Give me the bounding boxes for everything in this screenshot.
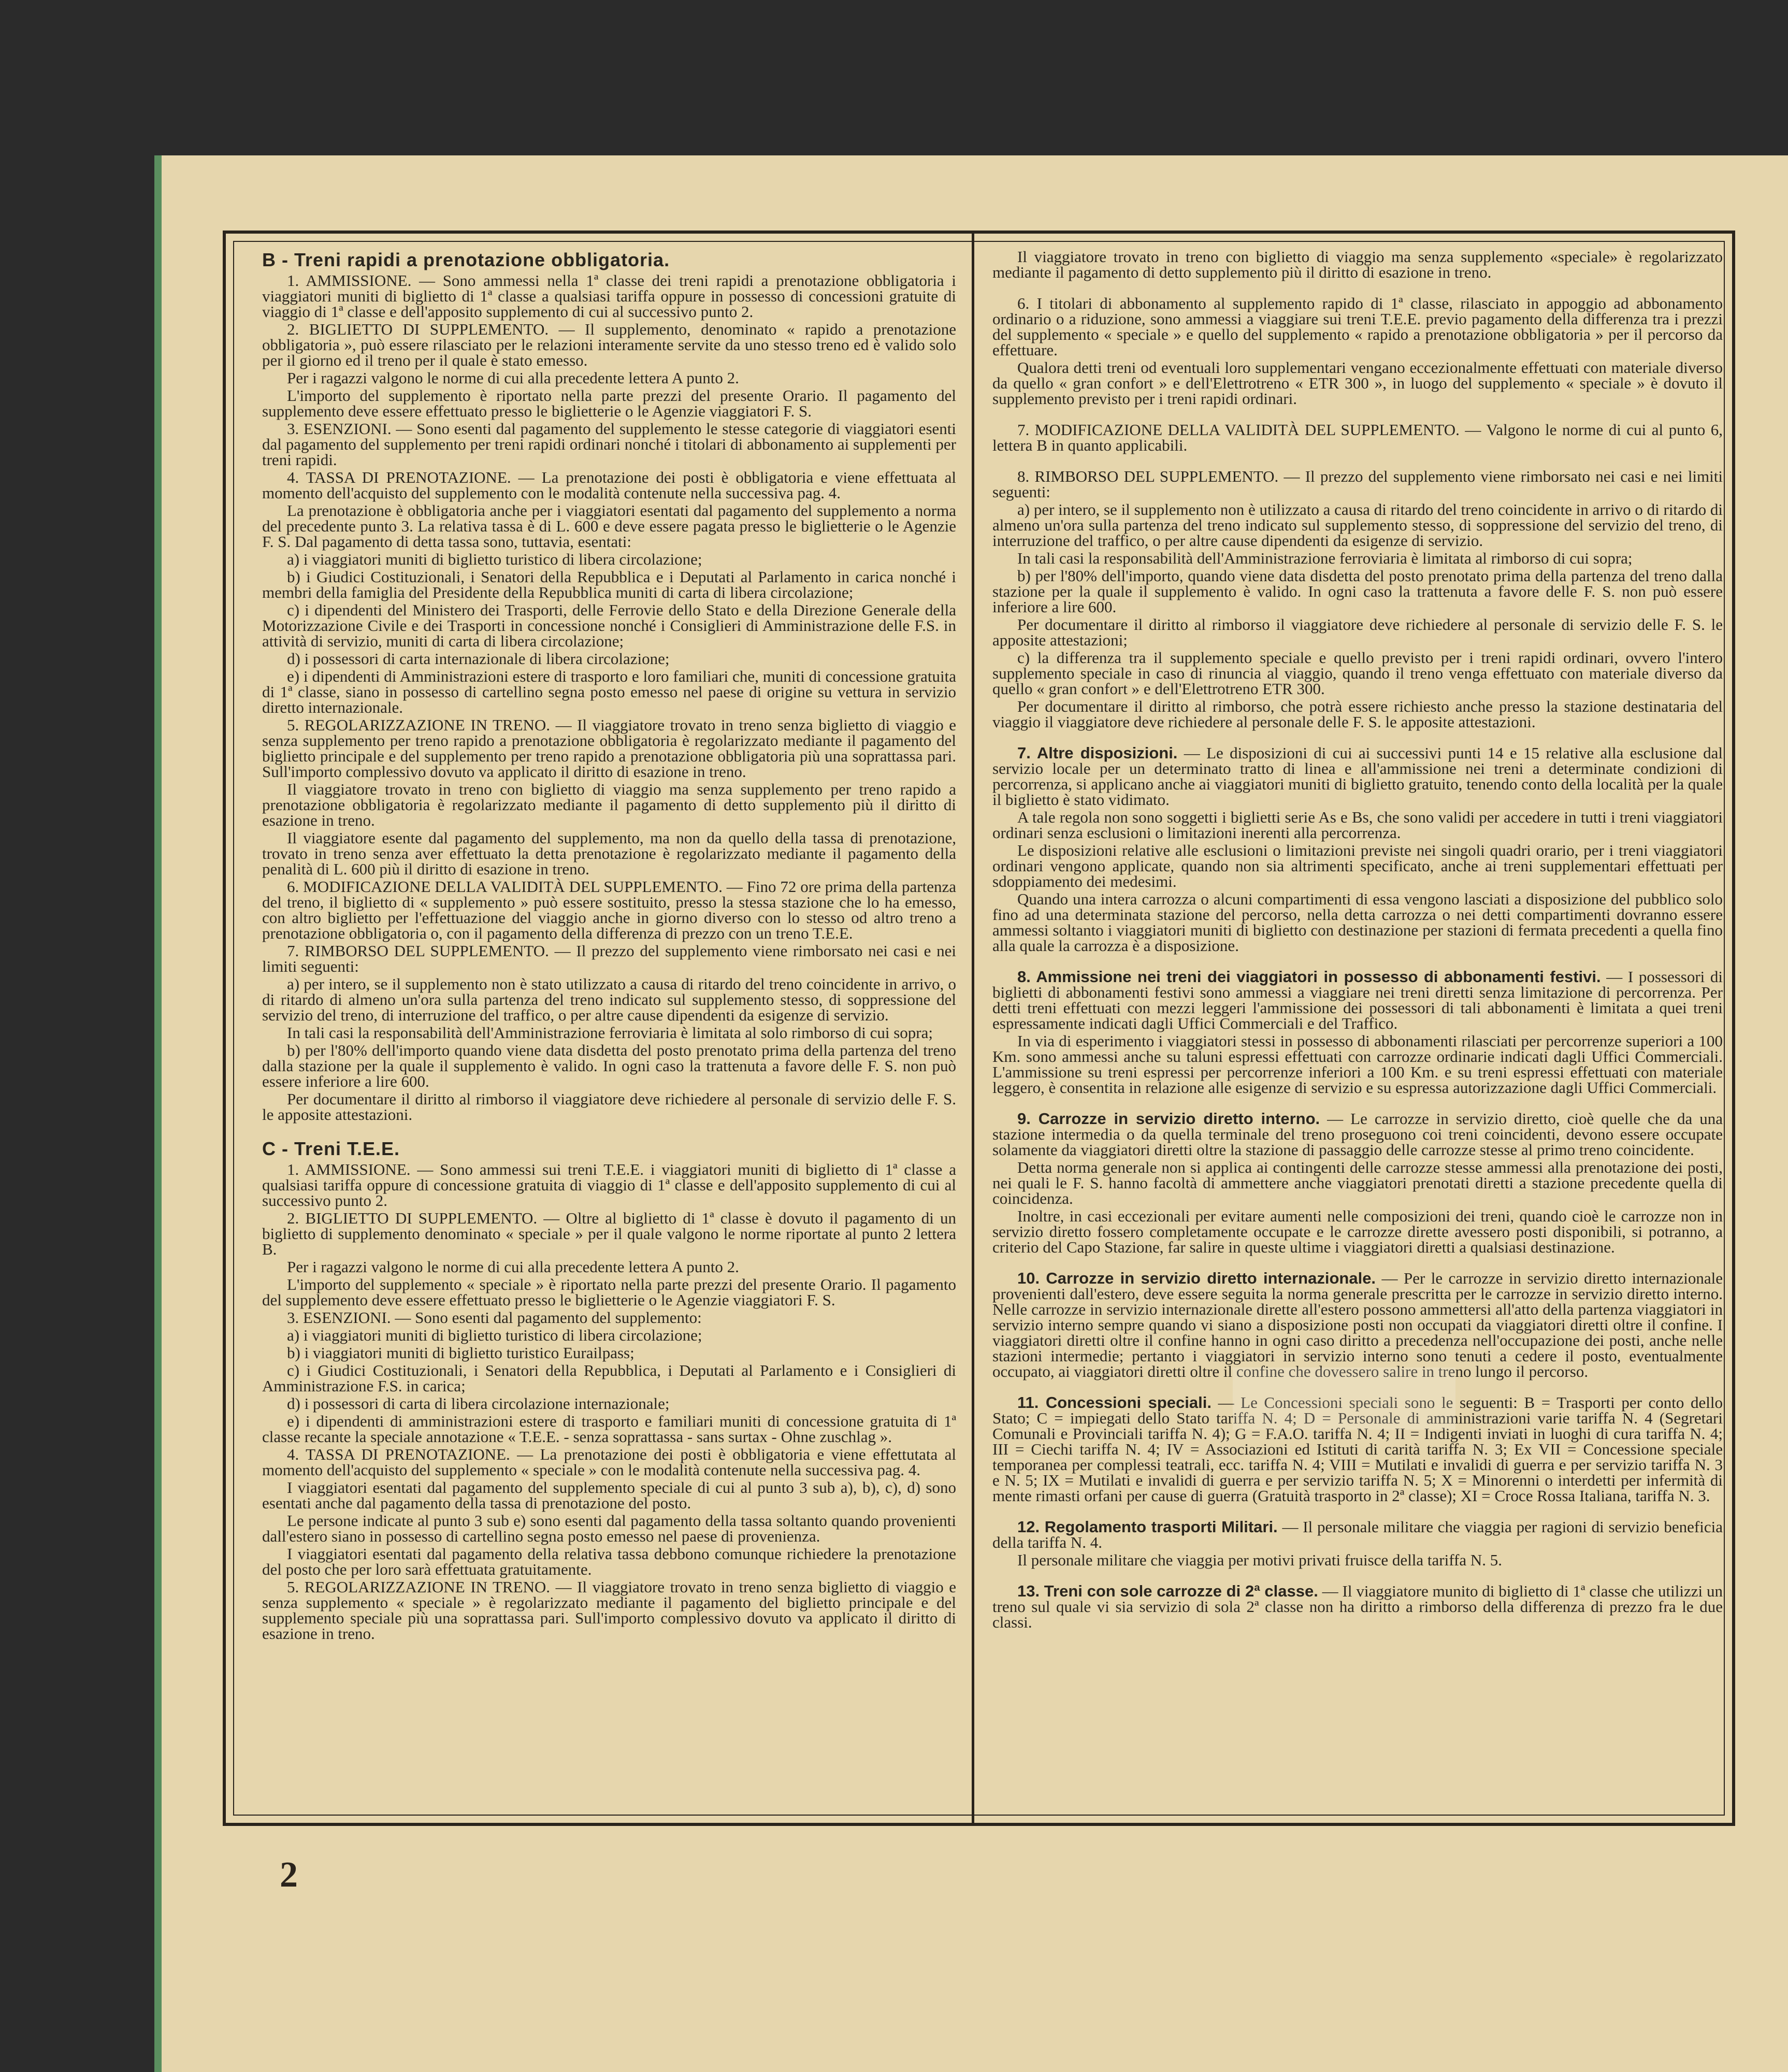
section-7: 7. Altre disposizioni. — Le disposizioni di cui ai successivi punti 14 e 15 relative alla esclusione dal servizio locale per un determinato tratto di linea e all'ammissione nei treni a determinate condizioni di percorrenza, si applicano anche ai viaggiatori muniti di biglietto gratuito, tenendo conto della località per la quale il biglietto è stato vidimato. (992, 744, 1723, 809)
paragraph: a) i viaggiatori muniti di biglietto turistico di libera circolazione; (287, 550, 702, 568)
paragraph: Le persone indicate al punto 3 sub e) sono esenti dal pagamento della tassa soltanto quando provenienti dall'estero siano in possesso di cartellino segna posto emesso nel paese di provenienza. (262, 1512, 956, 1545)
section-8-title: 8. Ammissione nei treni dei viaggiatori in possesso di abbonamenti festivi. (1017, 968, 1601, 986)
binding-strip (154, 155, 162, 2072)
paragraph: Per i ragazzi valgono le norme di cui alla precedente lettera A punto 2. (287, 369, 739, 387)
paragraph: 4. TASSA DI PRENOTAZIONE. — La prenotazione dei posti è obbligatoria e viene effettutata al momento dell'acquisto del supplemento « speciale » con le modalità contenute nella successiva pag. 4. (262, 1445, 956, 1479)
section-10-title: 10. Carrozze in servizio diretto internazionale. (1017, 1269, 1376, 1287)
section-7-title: 7. Altre disposizioni. (1017, 744, 1178, 762)
paragraph: 2. BIGLIETTO DI SUPPLEMENTO. — Oltre al biglietto di 1ª classe è dovuto il pagamento di un biglietto di supplemento denominato « speciale » per il quale valgono le norme riportate al punto 2 lettera B. (262, 1209, 956, 1258)
paragraph: 8. RIMBORSO DEL SUPPLEMENTO. — Il prezzo del supplemento viene rimborsato nei casi e nei limiti seguenti: (992, 467, 1723, 501)
paragraph: Il viaggiatore trovato in treno con biglietto di viaggio ma senza supplemento per treno rapido a prenotazione obbligatoria è regolarizzato mediante il pagamento di detto supplemento più il diritto di esazione in treno. (262, 780, 956, 829)
paragraph: In tali casi la responsabilità dell'Amministrazione ferroviaria è limitata al rimborso di cui sopra; (1017, 549, 1633, 567)
page-number: 2 (280, 1855, 298, 1895)
paragraph: Quando una intera carrozza o alcuni compartimenti di essa vengono lasciati a disposizione del pubblico solo fino ad una determinata stazione del percorso, nella detta carrozza o nei detti compartimenti dovranno essere ammessi soltanto i viaggiatori muniti di biglietto con destinazione per stazioni di fermata precedenti a quella fino alla quale la carrozza è a disposizione. (992, 890, 1723, 955)
paragraph: 5. REGOLARIZZAZIONE IN TRENO. — Il viaggiatore trovato in treno senza biglietto di viaggio e senza supplemento « speciale » è regolarizzato mediante il pagamento del biglietto principale e del supplemento speciale più una soprattassa pari. Sull'importo complessivo dovuto va applicato il diritto di esazione in treno. (262, 1578, 956, 1643)
paragraph: Per documentare il diritto al rimborso il viaggiatore deve richiedere al personale di servizio delle F. S. le apposite attestazioni; (992, 615, 1723, 649)
paragraph: 5. REGOLARIZZAZIONE IN TRENO. — Il viaggiatore trovato in treno senza biglietto di viaggio e senza supplemento per treno rapido a prenotazione obbligatoria è regolarizzato mediante il pagamento del biglietto principale e del supplemento per treno rapido a prenotazione obbligatoria più una soprattassa pari. Sull'importo complessivo dovuto va applicato il diritto di esazione in treno. (262, 716, 956, 781)
paragraph: 2. BIGLIETTO DI SUPPLEMENTO. — Il supplemento, denominato « rapido a prenotazione obbligatoria », può essere rilasciato per le relazioni interamente servite da uno stesso treno ed è valido solo per il giorno ed il treno per il quale è stato emesso. (262, 320, 956, 369)
section-11: 11. Concessioni speciali. — Le Concessioni speciali sono le seguenti: B = Trasporti per conto dello Stato; C = impiegati dello Stato tariffa N. 4; D = Personale di amministrazioni varie tariffa N. 4 (Segretari Comunali e Provinciali tariffa N. 4); G = F.A.O. tariffa N. 4; II = Indigenti inviati in luoghi di cura tariffa N. 4; III = Ciechi tariffa N. 4; IV = Associazioni ed Istituti di carità tariffa N. 3; Ex VII = Concessione speciale temporanea per complessi teatrali, ecc. tariffa N. 4; VIII = Mutilati e invalidi di guerra e per servizio tariffa N. 3 e N. 5; IX = Mutilati e invalidi di guerra e per servizio tariffa N. 5; X = Minorenni o interdetti per infermità di mente rimasti orfani per cause di guerra (Gratuità trasporto in 2ª classe); XI = Croce Rossa Italiana, tariffa N. 3. (992, 1393, 1723, 1505)
paragraph: Il viaggiatore trovato in treno con biglietto di viaggio ma senza supplemento «speciale» è regolarizzato mediante il pagamento di detto supplemento più il diritto di esazione in treno. (992, 249, 1723, 281)
section-13-title: 13. Treni con sole carrozze di 2ª classe. (1017, 1582, 1318, 1600)
paragraph: 3. ESENZIONI. — Sono esenti dal pagamento del supplemento le stesse categorie di viaggiatori esenti dal pagamento del supplemento per treni rapidi ordinari nonché i titolari di abbonamento ai supplementi per treni rapidi. (262, 420, 956, 469)
paragraph: 4. TASSA DI PRENOTAZIONE. — La prenotazione dei posti è obbligatoria e viene effettuata al momento dell'acquisto del supplemento con le modalità contenute nella successiva pag. 4. (262, 468, 956, 502)
paragraph: a) i viaggiatori muniti di biglietto turistico di libera circolazione; (287, 1326, 702, 1344)
section-13: 13. Treni con sole carrozze di 2ª classe. — Il viaggiatore munito di biglietto di 1ª classe che utilizzi un treno sul quale vi sia servizio di sola 2ª classe non ha diritto a rimborso della differenza di prezzo fra le due classi. (992, 1582, 1723, 1631)
right-column (992, 249, 1723, 1807)
paragraph: Detta norma generale non si applica ai contingenti delle carrozze stesse ammessi alla prenotazione dei posti, nei quali le F. S. hanno facoltà di ammettere anche viaggiatori prenotati diretti a stazione precedente quella di coincidenza. (992, 1158, 1723, 1207)
paragraph: b) per l'80% dell'importo quando viene data disdetta del posto prenotato prima della partenza del treno dalla stazione per la quale il supplemento è valido. In ogni caso la trattenuta a favore delle F. S. non può essere inferiore a lire 600. (262, 1041, 956, 1090)
paragraph: e) i dipendenti di amministrazioni estere di trasporto e familiari muniti di concessione gratuita di 1ª classe recante la speciale annotazione « T.E.E. - senza soprattassa - sans surtax - Ohne zuschlag ». (262, 1412, 956, 1446)
section-9: 9. Carrozze in servizio diretto interno. — Le carrozze in servizio diretto, cioè quelle che da una stazione intermedia o da quella terminale del treno proseguono coi treni coincidenti, devono essere occupate solamente da viaggiatori diretti oltre la stazione di passaggio delle carrozze stesse al primo treno coincidente. (992, 1110, 1723, 1159)
paragraph: Il personale militare che viaggia per motivi privati fruisce della tariffa N. 5. (1017, 1551, 1502, 1569)
paragraph: c) i dipendenti del Ministero dei Trasporti, delle Ferrovie dello Stato e della Direzione Generale della Motorizzazione Civile e dei Trasporti in concessione nonché i Consiglieri di Amministrazione delle F.S. in attività di servizio, muniti di carta di libera circolazione; (262, 601, 956, 650)
paragraph: 7. MODIFICAZIONE DELLA VALIDITÀ DEL SUPPLEMENTO. — Valgono le norme di cui al punto 6, lettera B in quanto applicabili. (992, 421, 1723, 454)
paragraph: c) i Giudici Costituzionali, i Senatori della Repubblica, i Deputati al Parlamento e i Consiglieri di Amministrazione F.S. in carica; (262, 1361, 956, 1395)
paragraph: b) per l'80% dell'importo, quando viene data disdetta del posto prenotato prima della partenza del treno dalla stazione per la quale il supplemento è valido. In ogni caso la trattenuta a favore delle F. S. non può essere inferiore a lire 600. (992, 567, 1723, 616)
section-c-title: C - Treni T.E.E. (262, 1138, 400, 1159)
paragraph: 6. I titolari di abbonamento al supplemento rapido di 1ª classe, rilasciato in appoggio ad abbonamento ordinario o a riduzione, sono ammessi a viaggiare sui treni T.E.E. previo pagamento della differenza tra i prezzi del supplemento « speciale » e quello del supplemento « rapido a prenotazione obbligatoria » per il percorso da effettuare. (992, 294, 1723, 359)
paragraph: a) per intero, se il supplemento non è stato utilizzato a causa di ritardo del treno coincidente in arrivo, o di ritardo di almeno un'ora sulla partenza del treno indicato sul supplemento stesso, di soppressione del servizio del treno, di interruzione del traffico, o per altre cause dipendenti da esigenze di servizio. (262, 975, 956, 1024)
section-12-title: 12. Regolamento trasporti Militari. (1017, 1518, 1278, 1536)
paragraph: I viaggiatori esentati dal pagamento del supplemento speciale di cui al punto 3 sub a), b), c), d) sono esentati anche dal pagamento della tassa di prenotazione del posto. (262, 1478, 956, 1512)
paragraph: c) la differenza tra il supplemento speciale e quello previsto per i treni rapidi ordinari, ovvero l'intero supplemento speciale in caso di rinuncia al viaggio, quando il treno venga effettuato con materiale diverso da quello « gran confort » e dell'Elettrotreno ETR 300. (992, 649, 1723, 698)
paragraph: Qualora detti treni od eventuali loro supplementari vengano eccezionalmente effettuati con materiale diverso da quello « gran confort » e dell'Elettrotreno « ETR 300 », in luogo del supplemento « speciale » è dovuto il supplemento previsto per i treni rapidi ordinari. (992, 358, 1723, 408)
paragraph: 1. AMMISSIONE. — Sono ammessi nella 1ª classe dei treni rapidi a prenotazione obbligatoria i viaggiatori muniti di biglietto di 1ª classe a qualsiasi tariffa oppure in possesso di concessioni gratuite di viaggio di 1ª classe e dell'apposito supplemento di cui al successivo punto 2. (262, 271, 956, 321)
paragraph: L'importo del supplemento « speciale » è riportato nella parte prezzi del presente Orario. Il pagamento del supplemento deve essere effettuato presso le biglietterie o le Agenzie viaggiatori F. S. (262, 1275, 956, 1309)
paragraph: a) per intero, se il supplemento non è utilizzato a causa di ritardo del treno coincidente in arrivo o di ritardo di almeno un'ora sulla partenza del treno indicato sul supplemento stesso, di soppressione del servizio del treno, di interruzione del traffico, o per altre cause dipendenti da esigenze di servizio. (992, 500, 1723, 550)
paragraph: 7. RIMBORSO DEL SUPPLEMENTO. — Il prezzo del supplemento viene rimborsato nei casi e nei limiti seguenti: (262, 942, 956, 975)
paragraph: 3. ESENZIONI. — Sono esenti dal pagamento del supplemento: (287, 1308, 702, 1327)
column-divider (972, 234, 974, 1823)
paragraph: Le disposizioni relative alle esclusioni o limitazioni previste nei singoli quadri orario, per i treni viaggiatori ordinari vengono applicate, quando non sia altrimenti specificato, anche ai treni supplementari effettuati per sdoppiamento dei medesimi. (992, 841, 1723, 890)
paragraph: A tale regola non sono soggetti i biglietti serie As e Bs, che sono validi per accedere in tutti i treni viaggiatori ordinari senza esclusioni o limitazioni inerenti alla percorrenza. (992, 808, 1723, 842)
section-12: 12. Regolamento trasporti Militari. — Il personale militare che viaggia per ragioni di servizio beneficia della tariffa N. 4. (992, 1518, 1723, 1551)
section-11-title: 11. Concessioni speciali. (1017, 1393, 1212, 1412)
paragraph: e) i dipendenti di Amministrazioni estere di trasporto e loro familiari che, muniti di concessione gratuita di 1ª classe, siano in possesso di cartellino segna posto emesso nel paese di origine su vettura in servizio diretto internazionale. (262, 667, 956, 716)
paragraph: 6. MODIFICAZIONE DELLA VALIDITÀ DEL SUPPLEMENTO. — Fino 72 ore prima della partenza del treno, il biglietto di « supplemento » può essere sostituito, presso la stessa stazione che lo ha emesso, con altro biglietto per l'effettuazione del viaggio anche in giorno diverso con lo stesso od altro treno a prenotazione obbligatoria o, con il pagamento della differenza di prezzo con un treno T.E.E. (262, 877, 956, 942)
paragraph: b) i viaggiatori muniti di biglietto turistico Eurailpass; (287, 1344, 635, 1362)
paragraph: b) i Giudici Costituzionali, i Senatori della Repubblica e i Deputati al Parlamento in carica nonché i membri della famiglia del Presidente della Repubblica muniti di carta di libera circolazione; (262, 568, 956, 601)
paragraph: Inoltre, in casi eccezionali per evitare aumenti nelle composizioni dei treni, quando cioè le carrozze non in servizio diretto fossero completamente occupate e le carrozze dirette avessero posti disponibili, si potranno, a criterio del Capo Stazione, far salire in queste ultime i viaggiatori diretti a qualsiasi destinazione. (992, 1207, 1723, 1256)
paragraph: 1. AMMISSIONE. — Sono ammessi sui treni T.E.E. i viaggiatori muniti di biglietto di 1ª classe a qualsiasi tariffa oppure di concessione gratuita di viaggio di 1ª classe e dell'apposito supplemento di cui al successivo punto 2. (262, 1160, 956, 1210)
section-b-title: B - Treni rapidi a prenotazione obbligatoria. (262, 249, 670, 270)
paragraph: d) i possessori di carta internazionale di libera circolazione; (287, 650, 670, 668)
paragraph: Per i ragazzi valgono le norme di cui alla precedente lettera A punto 2. (287, 1258, 739, 1276)
page-frame (223, 231, 1735, 1826)
section-8: 8. Ammissione nei treni dei viaggiatori in possesso di abbonamenti festivi. — I possessori di biglietti di abbonamenti festivi sono ammessi a viaggiare nei treni diretti senza limitazione di percorrenza. Per detti treni effettuati con mezzi leggeri l'ammissione dei possessori di tali abbonamenti è limitata a quei treni espressamente indicati dagli Uffici Commerciali e del Traffico. (992, 968, 1723, 1032)
paragraph: La prenotazione è obbligatoria anche per i viaggiatori esentati dal pagamento del supplemento a norma del precedente punto 3. La relativa tassa è di L. 600 e deve essere pagata presso le biglietterie o le Agenzie F. S. Dal pagamento di detta tassa sono, tuttavia, esentati: (262, 501, 956, 551)
paragraph: In tali casi la responsabilità dell'Amministrazione ferroviaria è limitata al solo rimborso di cui sopra; (287, 1024, 933, 1042)
paragraph: L'importo del supplemento è riportato nella parte prezzi del presente Orario. Il pagamento del supplemento deve essere effettuato presso le biglietterie o le Agenzie viaggiatori F. S. (262, 386, 956, 420)
left-column (262, 249, 956, 1807)
paragraph: d) i possessori di carta di libera circolazione internazionale; (287, 1394, 670, 1413)
tape-mark (1233, 1368, 1455, 1430)
paragraph: Per documentare il diritto al rimborso il viaggiatore deve richiedere al personale di servizio delle F. S. le apposite attestazioni. (262, 1090, 956, 1124)
section-10: 10. Carrozze in servizio diretto internazionale. — Per le carrozze in servizio diretto internazionale provenienti dall'estero, deve essere seguita la norma generale prescritta per le carrozze in servizio diretto interno. Nelle carrozze in servizio internazionale dirette all'estero possono ammettersi all'atto della partenza viaggiatori in servizio interno sempre quando vi siano a disposizione posti non occupati da viaggiatori diretti oltre il confine. I viaggiatori diretti oltre il confine hanno in ogni caso diritto a precedenza nell'occupazione dei posti, anche nelle stazioni intermedie; pertanto i viaggiatori in servizio interno sono tenuti a cedere il posto, eventualmente occupato, ai viaggiatori diretti oltre il confine che dovessero salire in treno lungo il percorso. (992, 1269, 1723, 1380)
section-9-title: 9. Carrozze in servizio diretto interno. (1017, 1110, 1320, 1128)
paragraph: In via di esperimento i viaggiatori stessi in possesso di abbonamenti rilasciati per percorrenze superiori a 100 Km. sono ammessi anche su taluni espressi effettuati con carrozze ordinarie indicati dagli Uffici Commerciali. L'ammissione su treni espressi per percorrenze inferiori a 100 Km. e su treni espressi effettuati con materiale leggero, è consentita in relazione alle esigenze di servizio e su espressa autorizzazione dagli Uffici Commerciali. (992, 1032, 1723, 1097)
paragraph: I viaggiatori esentati dal pagamento della relativa tassa debbono comunque richiedere la prenotazione del posto che per loro sarà effettuata gratuitamente. (262, 1545, 956, 1578)
paragraph: Per documentare il diritto al rimborso, che potrà essere richiesto anche presso la stazione destinataria del viaggio il viaggiatore deve richiedere al personale delle F. S. le apposite attestazioni. (992, 697, 1723, 731)
paragraph: Il viaggiatore esente dal pagamento del supplemento, ma non da quello della tassa di prenotazione, trovato in treno senza aver effettuato la detta prenotazione è regolarizzato mediante il pagamento della penalità di L. 600 più il diritto di esazione in treno. (262, 829, 956, 878)
